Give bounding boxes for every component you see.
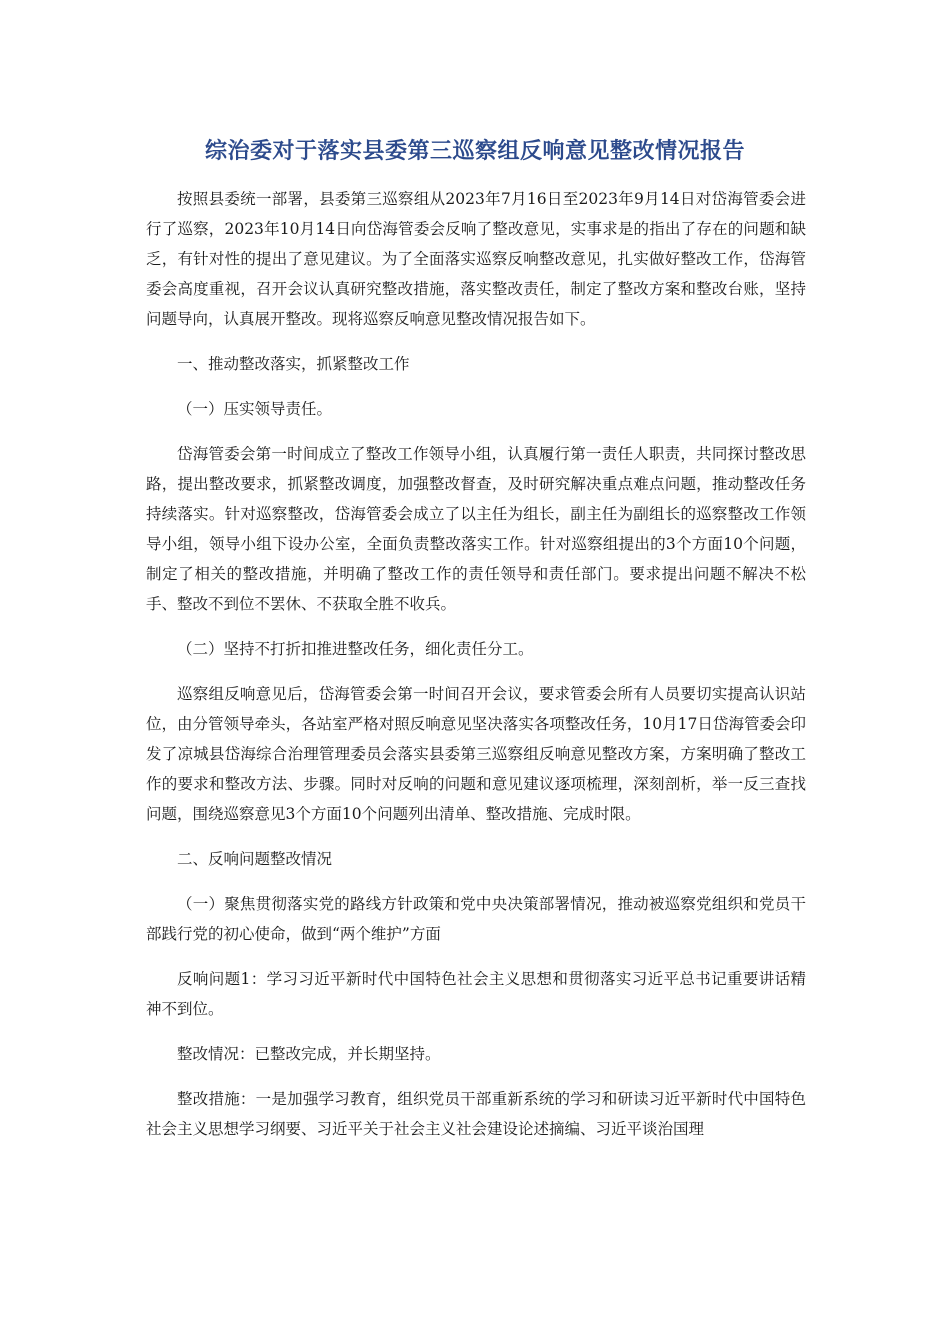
status-paragraph: 整改情况：已整改完成，并长期坚持。 xyxy=(177,1045,441,1063)
subsection-heading-1-2: （二）坚持不打折扣推进整改任务，细化责任分工。 xyxy=(177,640,534,658)
document-body xyxy=(146,184,806,1159)
section-heading-2: 二、反响问题整改情况 xyxy=(177,850,333,868)
body-paragraph: 岱海管委会第一时间成立了整改工作领导小组，认真履行第一责任人职责，共同探讨整改思路，提出整改要求，抓紧整改调度，加强整改督查，及时研究解决重点难点问题，推动整改任务持续落实。针对巡察整改，岱海管委会成立了以主任为组长，副主任为副组长的巡察整改工作领导小组，领导小组下设办公室，全面负责整改落实工作。针对巡察组提出的3个方面10个问题，制定了相关的整改措施，并明确了整改工作的责任领导和责任部门。要求提出问题不解决不松手、整改不到位不罢休、不获取全胜不收兵。 xyxy=(146,445,806,613)
subsection-heading-2-1: （一）聚焦贯彻落实党的路线方针政策和党中央决策部署情况，推动被巡察党组织和党员干部践行党的初心使命，做到“两个维护”方面 xyxy=(146,895,806,943)
body-paragraph: 巡察组反响意见后，岱海管委会第一时间召开会议，要求管委会所有人员要切实提高认识站位，由分管领导牵头，各站室严格对照反响意见坚决落实各项整改任务，10月17日岱海管委会印发了凉城县岱海综合治理管理委员会落实县委第三巡察组反响意见整改方案，方案明确了整改工作的要求和整改方法、步骤。同时对反响的问题和意见建议逐项梳理，深刻剖析，举一反三查找问题，围绕巡察意见3个方面10个问题列出清单、整改措施、完成时限。 xyxy=(146,685,806,823)
measures-paragraph: 整改措施：一是加强学习教育，组织党员干部重新系统的学习和研读习近平新时代中国特色社会主义思想学习纲要、习近平关于社会主义社会建设论述摘编、习近平谈治国理 xyxy=(146,1090,806,1138)
section-heading-1: 一、推动整改落实，抓紧整改工作 xyxy=(177,355,410,373)
subsection-heading-1-1: （一）压实领导责任。 xyxy=(177,400,333,418)
document-title: 综治委对于落实县委第三巡察组反响意见整改情况报告 xyxy=(204,139,745,164)
intro-paragraph: 按照县委统一部署，县委第三巡察组从2023年7月16日至2023年9月14日对岱海管委会进行了巡察，2023年10月14日向岱海管委会反响了整改意见，实事求是的指出了存在的问题和缺乏，有针对性的提出了意见建议。为了全面落实巡察反响整改意见，扎实做好整改工作，岱海管委会高度重视，召开会议认真研究整改措施，落实整改责任，制定了整改方案和整改台账，坚持问题导向，认真展开整改。现将巡察反响意见整改情况报告如下。 xyxy=(146,190,806,328)
problem-paragraph: 反响问题1：学习习近平新时代中国特色社会主义思想和贯彻落实习近平总书记重要讲话精神不到位。 xyxy=(146,970,806,1018)
